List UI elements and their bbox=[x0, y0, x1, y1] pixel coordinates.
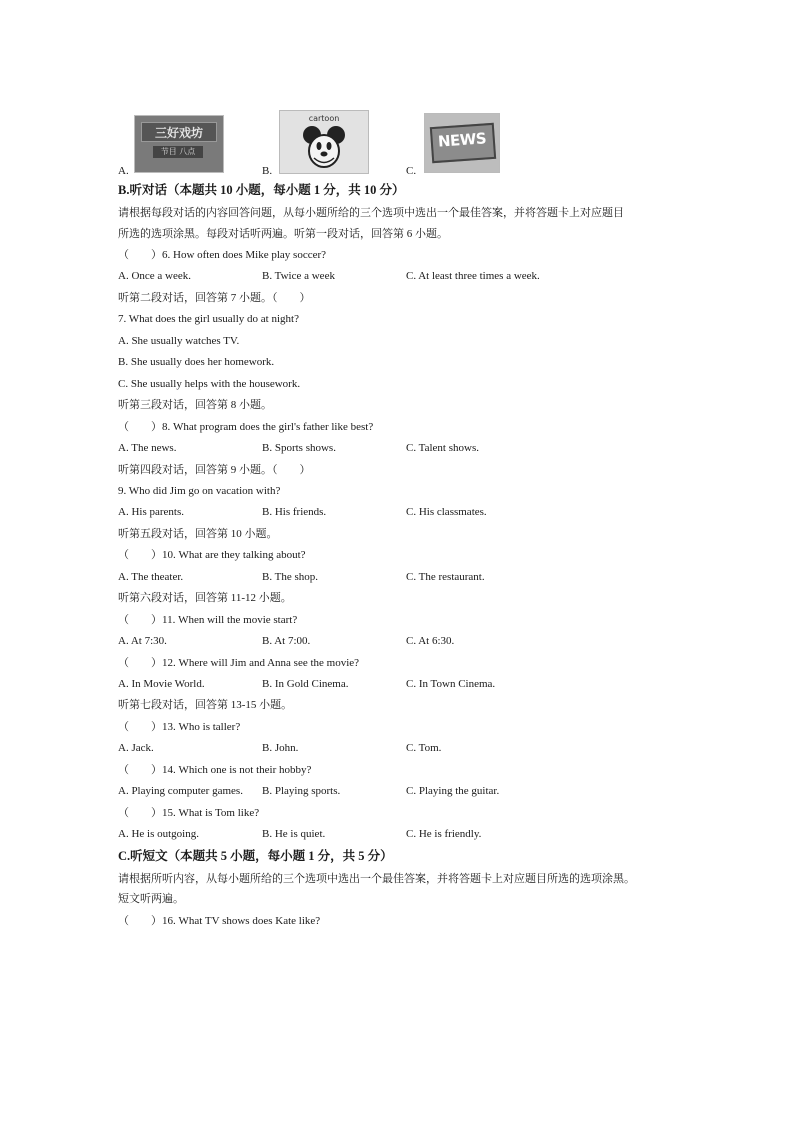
question-line: B. She usually does her homework. bbox=[118, 356, 275, 368]
question-line: 听第二段对话，回答第 7 小题。（ ） bbox=[118, 292, 311, 304]
news-logo: NEWS bbox=[437, 129, 487, 151]
answer-option-c: C. Playing the guitar. bbox=[406, 785, 500, 797]
question-line: C. She usually helps with the housework. bbox=[118, 378, 301, 390]
question-line: 7. What does the girl usually do at night? bbox=[118, 313, 299, 325]
answer-option-a: A. Jack. bbox=[118, 742, 154, 754]
answer-option-a: A. Once a week. bbox=[118, 270, 191, 282]
answer-option-b: B. The shop. bbox=[262, 571, 319, 583]
question-line: （ ）11. When will the movie start? bbox=[118, 614, 298, 626]
question-line: （ ）14. Which one is not their hobby? bbox=[118, 764, 312, 776]
question-line: （ ）8. What program does the girl's father like best? bbox=[118, 421, 374, 433]
answer-option-a: A. At 7:30. bbox=[118, 635, 167, 647]
tv-show-picture-a bbox=[134, 115, 224, 173]
question-line: 9. Who did Jim go on vacation with? bbox=[118, 485, 281, 497]
section-b-instruction-1: 请根据每段对话的内容回答问题，从每小题所给的三个选项中选出一个最佳答案，并将答题卡上对应题目 bbox=[118, 207, 624, 219]
section-b-heading: B.听对话（本题共 10 小题，每小题 1 分，共 10 分） bbox=[118, 183, 405, 197]
question-line: 听第六段对话，回答第 11-12 小题。 bbox=[118, 592, 292, 604]
question-16: （ ）16. What TV shows does Kate like? bbox=[118, 915, 321, 927]
answer-option-b: B. Sports shows. bbox=[262, 442, 336, 454]
picture-b-label: B. bbox=[262, 165, 273, 177]
answer-option-a: A. Playing computer games. bbox=[118, 785, 243, 797]
mickey-mouse-icon bbox=[280, 121, 368, 173]
answer-option-c: C. He is friendly. bbox=[406, 828, 482, 840]
answer-option-b: B. John. bbox=[262, 742, 299, 754]
question-line: 听第三段对话，回答第 8 小题。 bbox=[118, 399, 272, 411]
answer-option-b: B. Playing sports. bbox=[262, 785, 341, 797]
picture-c-label: C. bbox=[406, 165, 417, 177]
answer-option-c: C. The restaurant. bbox=[406, 571, 485, 583]
answer-option-b: B. Twice a week bbox=[262, 270, 335, 282]
tv-show-picture-b bbox=[279, 110, 369, 174]
picture-a-subtitle: 节目 八点 bbox=[160, 147, 196, 156]
tv-show-picture-c bbox=[424, 113, 500, 173]
question-line: （ ）13. Who is taller? bbox=[118, 721, 241, 733]
picture-b-caption: cartoon bbox=[308, 114, 340, 123]
section-c-instruction-2: 短文听两遍。 bbox=[118, 893, 184, 905]
answer-option-c: C. His classmates. bbox=[406, 506, 487, 518]
answer-option-b: B. In Gold Cinema. bbox=[262, 678, 349, 690]
answer-option-c: C. In Town Cinema. bbox=[406, 678, 496, 690]
question-line: （ ）15. What is Tom like? bbox=[118, 807, 260, 819]
answer-option-a: A. He is outgoing. bbox=[118, 828, 199, 840]
section-c-heading: C.听短文（本题共 5 小题，每小题 1 分，共 5 分） bbox=[118, 849, 393, 863]
picture-a-label: A. bbox=[118, 165, 129, 177]
answer-option-a: A. His parents. bbox=[118, 506, 184, 518]
answer-option-a: A. In Movie World. bbox=[118, 678, 205, 690]
picture-a-title: 三好戏坊 bbox=[154, 126, 203, 140]
answer-option-b: B. His friends. bbox=[262, 506, 327, 518]
answer-option-b: B. He is quiet. bbox=[262, 828, 326, 840]
answer-option-a: A. The theater. bbox=[118, 571, 184, 583]
answer-option-c: C. At 6:30. bbox=[406, 635, 455, 647]
question-line: （ ）6. How often does Mike play soccer? bbox=[118, 249, 327, 261]
question-line: （ ）12. Where will Jim and Anna see the movie? bbox=[118, 657, 360, 669]
answer-option-a: A. The news. bbox=[118, 442, 177, 454]
section-c-instruction-1: 请根据所听内容，从每小题所给的三个选项中选出一个最佳答案，并将答题卡上对应题目所选的选项涂黑。 bbox=[118, 873, 635, 885]
question-line: （ ）10. What are they talking about? bbox=[118, 549, 306, 561]
answer-option-b: B. At 7:00. bbox=[262, 635, 311, 647]
question-line: 听第五段对话，回答第 10 小题。 bbox=[118, 528, 278, 540]
question-line: 听第四段对话，回答第 9 小题。（ ） bbox=[118, 464, 311, 476]
question-line: 听第七段对话，回答第 13-15 小题。 bbox=[118, 699, 293, 711]
answer-option-c: C. Tom. bbox=[406, 742, 442, 754]
answer-option-c: C. Talent shows. bbox=[406, 442, 479, 454]
answer-option-c: C. At least three times a week. bbox=[406, 270, 540, 282]
section-b-instruction-2: 所选的选项涂黑。每段对话听两遍。听第一段对话，回答第 6 小题。 bbox=[118, 228, 448, 240]
question-line: A. She usually watches TV. bbox=[118, 335, 240, 347]
